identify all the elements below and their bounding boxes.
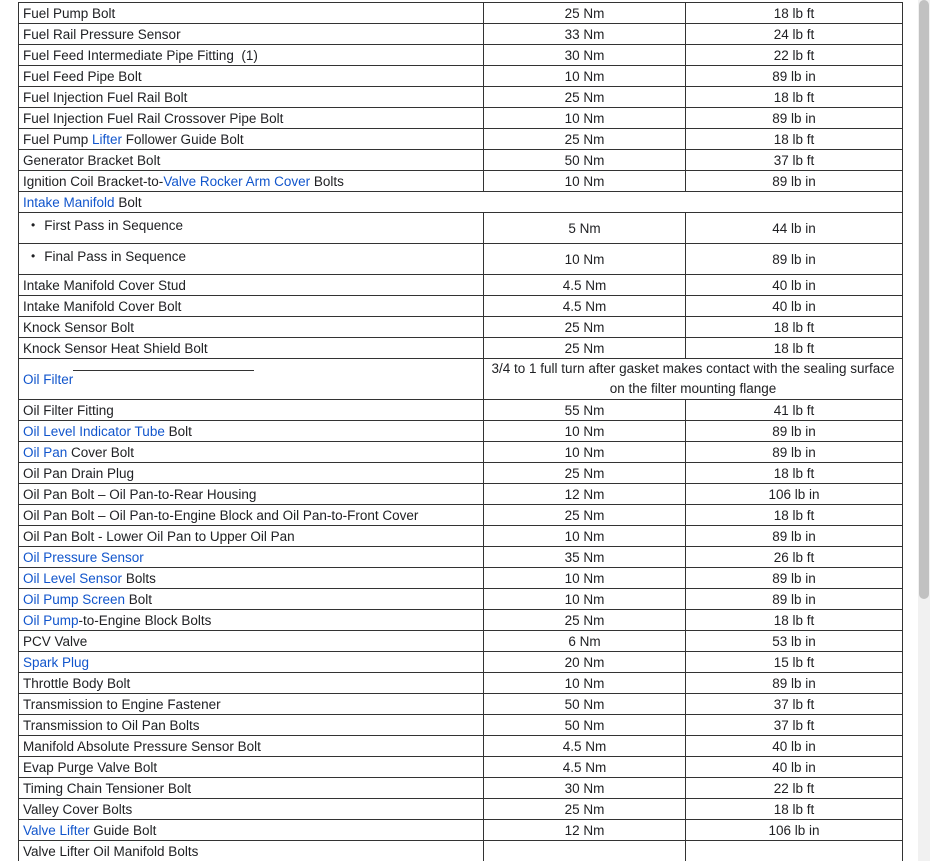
fastener-name-text: Oil Filter Fitting bbox=[23, 402, 114, 418]
english-value-cell: 106 lb in bbox=[686, 484, 903, 505]
table-row bbox=[19, 400, 903, 421]
fastener-name-text: Oil Pan Bolt - Lower Oil Pan to Upper Oil Pan bbox=[23, 528, 295, 544]
english-value-cell: 18 lb ft bbox=[686, 3, 903, 24]
fastener-name-cell bbox=[19, 192, 903, 213]
metric-value-cell: 10 Nm bbox=[484, 568, 686, 589]
torque-table-body bbox=[19, 3, 903, 861]
fastener-name-text: Valve Lifter Oil Manifold Bolts bbox=[23, 844, 199, 859]
oil-pan-link[interactable]: Oil Pan bbox=[23, 444, 68, 460]
instruction-cell: 3/4 to 1 full turn after gasket makes contact with the sealing surface on the filter mounting flange bbox=[484, 359, 903, 400]
oil-pressure-sensor-link[interactable]: Oil Pressure Sensor bbox=[23, 549, 144, 565]
metric-value-cell: 25 Nm bbox=[484, 317, 686, 338]
table-row bbox=[19, 296, 903, 317]
table-row bbox=[19, 275, 903, 296]
oil-level-sensor-link[interactable]: Oil Level Sensor bbox=[23, 570, 123, 586]
table-row bbox=[19, 244, 903, 275]
fastener-name-cell bbox=[19, 275, 484, 296]
english-value-cell: 18 lb ft bbox=[686, 129, 903, 150]
fastener-name-cell bbox=[19, 715, 484, 736]
fastener-name-text: PCV Valve bbox=[23, 633, 88, 649]
english-value-cell: 18 lb ft bbox=[686, 317, 903, 338]
metric-value-cell: 10 Nm bbox=[484, 108, 686, 129]
table-row bbox=[19, 757, 903, 778]
metric-value-cell: 25 Nm bbox=[484, 338, 686, 359]
fastener-name-text: Knock Sensor Heat Shield Bolt bbox=[23, 340, 208, 356]
vertical-scrollbar-track[interactable] bbox=[918, 0, 930, 861]
fastener-name-cell bbox=[19, 400, 484, 421]
fastener-name-cell bbox=[19, 631, 484, 652]
table-row bbox=[19, 317, 903, 338]
oil-level-indicator-tube-link[interactable]: Oil Level Indicator Tube bbox=[23, 423, 165, 439]
metric-value-cell: 25 Nm bbox=[484, 799, 686, 820]
english-value-cell bbox=[686, 841, 903, 861]
fastener-name-cell bbox=[19, 24, 484, 45]
bullet-icon: • bbox=[31, 218, 36, 232]
fastener-name-text: Intake Manifold Cover Bolt bbox=[23, 298, 182, 314]
fastener-name-cell bbox=[19, 589, 484, 610]
metric-value-cell: 25 Nm bbox=[484, 610, 686, 631]
fastener-name-cell bbox=[19, 317, 484, 338]
fastener-name-cell bbox=[19, 66, 484, 87]
oil-pump-link[interactable]: Oil Pump bbox=[23, 612, 79, 628]
fastener-name-text: -to-Engine Block Bolts bbox=[78, 612, 212, 628]
table-row bbox=[19, 841, 903, 861]
table-row bbox=[19, 820, 903, 841]
fastener-name-text: Fuel Injection Fuel Rail Bolt bbox=[23, 89, 188, 105]
english-value-cell: 37 lb ft bbox=[686, 150, 903, 171]
table-row bbox=[19, 442, 903, 463]
table-row bbox=[19, 66, 903, 87]
english-value-cell: 15 lb ft bbox=[686, 652, 903, 673]
fastener-name-cell bbox=[19, 150, 484, 171]
fastener-name-text: Cover Bolt bbox=[67, 444, 135, 460]
fastener-name-text: Fuel Rail Pressure Sensor bbox=[23, 26, 181, 42]
fastener-name-text: Bolt bbox=[114, 194, 142, 210]
fastener-name-cell bbox=[19, 694, 484, 715]
fastener-name-cell bbox=[19, 3, 484, 24]
metric-value-cell: 4.5 Nm bbox=[484, 275, 686, 296]
fastener-name-cell bbox=[19, 841, 484, 861]
bullet-icon: • bbox=[31, 249, 36, 263]
fastener-name-text: Throttle Body Bolt bbox=[23, 675, 131, 691]
fastener-name-cell bbox=[19, 526, 484, 547]
metric-value-cell: 10 Nm bbox=[484, 421, 686, 442]
english-value-cell: 40 lb in bbox=[686, 736, 903, 757]
table-row bbox=[19, 359, 903, 400]
metric-value-cell: 4.5 Nm bbox=[484, 736, 686, 757]
fastener-name-cell bbox=[19, 610, 484, 631]
metric-value-cell: 4.5 Nm bbox=[484, 757, 686, 778]
english-value-cell: 18 lb ft bbox=[686, 610, 903, 631]
english-value-cell: 41 lb ft bbox=[686, 400, 903, 421]
fastener-name-text: Fuel Pump bbox=[23, 131, 93, 147]
table-row bbox=[19, 568, 903, 589]
metric-value-cell: 6 Nm bbox=[484, 631, 686, 652]
fastener-name-cell bbox=[19, 129, 484, 150]
fastener-name-text: Timing Chain Tensioner Bolt bbox=[23, 780, 192, 796]
english-value-cell: 18 lb ft bbox=[686, 338, 903, 359]
table-row bbox=[19, 463, 903, 484]
english-value-cell: 89 lb in bbox=[686, 421, 903, 442]
spark-plug-link[interactable]: Spark Plug bbox=[23, 654, 90, 670]
fastener-name-cell bbox=[19, 45, 484, 66]
metric-value-cell: 30 Nm bbox=[484, 45, 686, 66]
table-row bbox=[19, 421, 903, 442]
fastener-name-text: Follower Guide Bolt bbox=[122, 131, 244, 147]
fastener-name-text: First Pass in Sequence bbox=[44, 218, 184, 233]
fastener-name-text: Generator Bracket Bolt bbox=[23, 152, 161, 168]
fastener-name-cell bbox=[19, 463, 484, 484]
metric-value-cell: 50 Nm bbox=[484, 715, 686, 736]
english-value-cell: 18 lb ft bbox=[686, 463, 903, 484]
fastener-name-cell bbox=[19, 568, 484, 589]
valve-rocker-arm-cover-link[interactable]: Valve Rocker Arm Cover bbox=[163, 173, 311, 189]
table-row bbox=[19, 45, 903, 66]
english-value-cell: 18 lb ft bbox=[686, 505, 903, 526]
metric-value-cell: 10 Nm bbox=[484, 526, 686, 547]
fastener-name-text: Transmission to Oil Pan Bolts bbox=[23, 717, 200, 733]
fastener-name-cell bbox=[19, 296, 484, 317]
fastener-name-text: Oil Pan Bolt – Oil Pan-to-Rear Housing bbox=[23, 486, 257, 502]
table-row bbox=[19, 108, 903, 129]
english-value-cell: 89 lb in bbox=[686, 526, 903, 547]
english-value-cell: 44 lb in bbox=[686, 213, 903, 244]
fastener-name-cell bbox=[19, 820, 484, 841]
table-row bbox=[19, 526, 903, 547]
fastener-name-cell bbox=[19, 736, 484, 757]
fastener-name-text: Fuel Feed Intermediate Pipe Fitting (1) bbox=[23, 47, 258, 63]
english-value-cell: 37 lb ft bbox=[686, 715, 903, 736]
lifter-link[interactable]: Lifter bbox=[92, 131, 123, 147]
table-row bbox=[19, 484, 903, 505]
intake-manifold-link[interactable]: Intake Manifold bbox=[23, 194, 115, 210]
fastener-name-cell bbox=[19, 359, 484, 400]
metric-value-cell: 10 Nm bbox=[484, 171, 686, 192]
metric-value-cell: 12 Nm bbox=[484, 484, 686, 505]
table-row bbox=[19, 192, 903, 213]
fastener-name-cell bbox=[19, 484, 484, 505]
table-row bbox=[19, 694, 903, 715]
english-value-cell: 89 lb in bbox=[686, 589, 903, 610]
fastener-name-text: Oil Pan Bolt – Oil Pan-to-Engine Block and Oil Pan-to-Front Cover bbox=[23, 507, 419, 523]
fastener-name-cell bbox=[19, 757, 484, 778]
fastener-name-cell bbox=[19, 213, 484, 244]
table-row bbox=[19, 589, 903, 610]
valve-lifter-link[interactable]: Valve Lifter bbox=[23, 822, 90, 838]
fastener-name-cell bbox=[19, 547, 484, 568]
fastener-name-cell bbox=[19, 108, 484, 129]
fastener-name-text: Evap Purge Valve Bolt bbox=[23, 759, 158, 775]
english-value-cell: 40 lb in bbox=[686, 275, 903, 296]
metric-value-cell: 10 Nm bbox=[484, 589, 686, 610]
english-value-cell: 89 lb in bbox=[686, 66, 903, 87]
english-value-cell: 89 lb in bbox=[686, 108, 903, 129]
table-row bbox=[19, 87, 903, 108]
english-value-cell: 89 lb in bbox=[686, 673, 903, 694]
english-value-cell: 40 lb in bbox=[686, 757, 903, 778]
metric-value-cell: 50 Nm bbox=[484, 150, 686, 171]
fastener-name-cell bbox=[19, 799, 484, 820]
metric-value-cell: 5 Nm bbox=[484, 213, 686, 244]
metric-value-cell: 10 Nm bbox=[484, 244, 686, 275]
fastener-name-text: Bolt bbox=[164, 423, 192, 439]
english-value-cell: 89 lb in bbox=[686, 568, 903, 589]
table-row bbox=[19, 778, 903, 799]
fastener-name-text: Intake Manifold Cover Stud bbox=[23, 277, 186, 293]
vertical-scrollbar-thumb[interactable] bbox=[919, 0, 929, 599]
english-value-cell: 18 lb ft bbox=[686, 87, 903, 108]
english-value-cell: 22 lb ft bbox=[686, 45, 903, 66]
fastener-name-text: Final Pass in Sequence bbox=[44, 249, 187, 264]
metric-value-cell: 10 Nm bbox=[484, 66, 686, 87]
oil-filter-link[interactable]: Oil Filter bbox=[23, 371, 74, 387]
torque-spec-table bbox=[18, 2, 903, 861]
metric-value-cell: 50 Nm bbox=[484, 694, 686, 715]
fastener-name-text: Bolt bbox=[125, 591, 153, 607]
table-row bbox=[19, 715, 903, 736]
fastener-name-cell bbox=[19, 442, 484, 463]
oil-pump-screen-link[interactable]: Oil Pump Screen bbox=[23, 591, 126, 607]
table-row bbox=[19, 171, 903, 192]
english-value-cell: 24 lb ft bbox=[686, 24, 903, 45]
fastener-name-text: Manifold Absolute Pressure Sensor Bolt bbox=[23, 738, 261, 754]
fastener-name-cell bbox=[19, 421, 484, 442]
table-row bbox=[19, 129, 903, 150]
metric-value-cell: 25 Nm bbox=[484, 129, 686, 150]
metric-value-cell: 12 Nm bbox=[484, 820, 686, 841]
table-row bbox=[19, 610, 903, 631]
metric-value-cell: 33 Nm bbox=[484, 24, 686, 45]
fastener-name-text: Guide Bolt bbox=[89, 822, 157, 838]
english-value-cell: 26 lb ft bbox=[686, 547, 903, 568]
fastener-name-cell bbox=[19, 652, 484, 673]
metric-value-cell: 10 Nm bbox=[484, 442, 686, 463]
table-row bbox=[19, 3, 903, 24]
english-value-cell: 22 lb ft bbox=[686, 778, 903, 799]
table-row bbox=[19, 547, 903, 568]
metric-value-cell: 20 Nm bbox=[484, 652, 686, 673]
table-row bbox=[19, 150, 903, 171]
fastener-name-cell bbox=[19, 171, 484, 192]
metric-value-cell: 25 Nm bbox=[484, 3, 686, 24]
metric-value-cell: 25 Nm bbox=[484, 463, 686, 484]
fastener-name-text: Ignition Coil Bracket-to- bbox=[23, 173, 164, 189]
fastener-name-cell bbox=[19, 505, 484, 526]
metric-value-cell: 25 Nm bbox=[484, 87, 686, 108]
table-row bbox=[19, 652, 903, 673]
table-row bbox=[19, 673, 903, 694]
fastener-name-text: Knock Sensor Bolt bbox=[23, 319, 135, 335]
table-row bbox=[19, 736, 903, 757]
english-value-cell: 89 lb in bbox=[686, 244, 903, 275]
metric-value-cell bbox=[484, 841, 686, 861]
english-value-cell: 37 lb ft bbox=[686, 694, 903, 715]
table-row bbox=[19, 24, 903, 45]
table-row bbox=[19, 505, 903, 526]
table-row bbox=[19, 338, 903, 359]
fastener-name-text: Transmission to Engine Fastener bbox=[23, 696, 221, 712]
fastener-name-text: Bolts bbox=[122, 570, 156, 586]
fastener-name-text: Fuel Pump Bolt bbox=[23, 5, 116, 21]
table-row bbox=[19, 631, 903, 652]
fastener-name-text: Fuel Feed Pipe Bolt bbox=[23, 68, 142, 84]
fastener-name-text: Valley Cover Bolts bbox=[23, 801, 133, 817]
fastener-name-cell bbox=[19, 338, 484, 359]
english-value-cell: 89 lb in bbox=[686, 171, 903, 192]
table-row bbox=[19, 213, 903, 244]
metric-value-cell: 10 Nm bbox=[484, 673, 686, 694]
metric-value-cell: 30 Nm bbox=[484, 778, 686, 799]
fastener-name-text: Oil Pan Drain Plug bbox=[23, 465, 135, 481]
english-value-cell: 18 lb ft bbox=[686, 799, 903, 820]
table-row bbox=[19, 799, 903, 820]
metric-value-cell: 4.5 Nm bbox=[484, 296, 686, 317]
english-value-cell: 106 lb in bbox=[686, 820, 903, 841]
english-value-cell: 53 lb in bbox=[686, 631, 903, 652]
english-value-cell: 89 lb in bbox=[686, 442, 903, 463]
fastener-name-cell bbox=[19, 244, 484, 275]
fastener-name-cell bbox=[19, 778, 484, 799]
fastener-name-cell bbox=[19, 87, 484, 108]
fastener-name-cell bbox=[19, 673, 484, 694]
english-value-cell: 40 lb in bbox=[686, 296, 903, 317]
fastener-name-text: Fuel Injection Fuel Rail Crossover Pipe Bolt bbox=[23, 110, 284, 126]
metric-value-cell: 55 Nm bbox=[484, 400, 686, 421]
metric-value-cell: 35 Nm bbox=[484, 547, 686, 568]
metric-value-cell: 25 Nm bbox=[484, 505, 686, 526]
fastener-name-text: Bolts bbox=[310, 173, 344, 189]
